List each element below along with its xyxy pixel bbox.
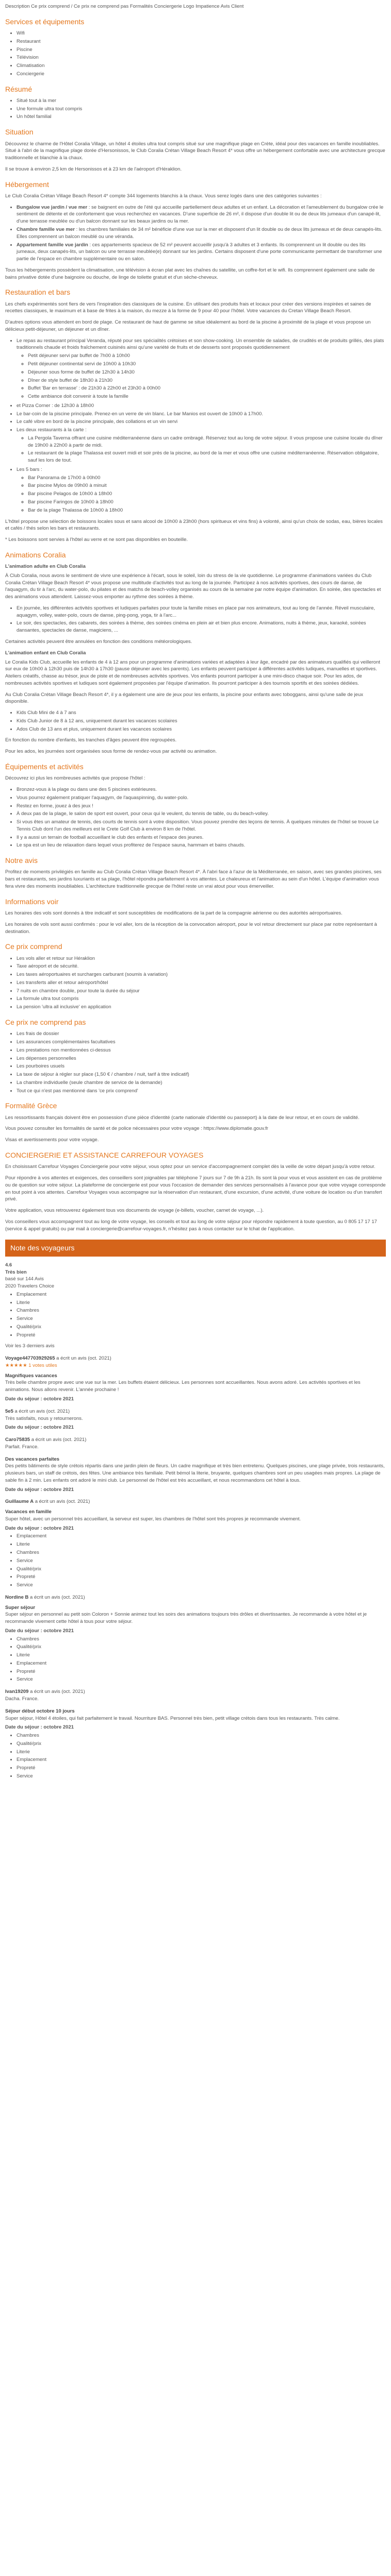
meal-time: ◦ Petit déjeuner servi par buffet de 7h00 à 10h00 xyxy=(28,352,386,360)
included-item: • La formule ultra tout compris xyxy=(17,995,386,1003)
review-meta: a écrit un avis (oct. 2021) xyxy=(35,1499,90,1505)
rating-criterion: • Service xyxy=(17,1582,386,1589)
animation-item: • En journée, les différentes activités sportives et ludiques parfaites pour toute la famille mises en place par nos animateurs, tout au long de l'année. Réveil musculaire, aquagym, volley, water-polo, cours de danse, ping-pong, yoga, tir à l'arc... xyxy=(17,605,386,619)
rating-criterion: • Emplacement xyxy=(17,1660,386,1667)
review-meta: a écrit un avis (oct. 2021) xyxy=(30,1594,85,1600)
review-date: Date du séjour : octobre 2021 xyxy=(5,1425,74,1431)
restaurant-item xyxy=(17,466,386,514)
review-title: Vacances en famille xyxy=(5,1509,52,1515)
reviews-summary xyxy=(5,1262,386,1350)
hebergement-equipment: Tous les hébergements possèdent la climatisation, une télévision à écran plat avec les chaînes du satellite, un coffre-fort et le wifi. Ils comprennent également une salle de bains privative dotée d'une baignoire ou douche, de linge de toilette gratuit et d'un sèche-cheveux. xyxy=(5,267,375,280)
formalites-heading: Formalité Grèce xyxy=(5,1101,57,1110)
included-item: • 7 nuits en chambre double, pour toute la durée du séjour xyxy=(17,988,386,995)
situation-text: Il se trouve à environ 2,5 km de Hersonissos et à 23 km de l'aéroport d'Héraklion. xyxy=(5,166,182,172)
informations-heading: Informations voir xyxy=(5,897,59,906)
kids-club-list xyxy=(5,709,386,733)
review-author: Voyage447703929265 xyxy=(5,1355,55,1362)
restauration-list xyxy=(5,337,386,514)
excluded-item: • Les pourboires usuels xyxy=(17,1063,386,1070)
room-type-name: Appartement famille vue jardin xyxy=(17,242,88,248)
review-stars: ★★★★★ 1 votes utiles xyxy=(5,1362,57,1368)
room-type-item xyxy=(17,204,386,225)
conciergerie-text: Votre application, vous retrouverez également tous vos documents de voyage (e-billets, voucher, carnet de voyage, ...). xyxy=(5,1208,264,1214)
review-author: 5e5 xyxy=(5,1408,13,1414)
equipement-item: • Si vous êtes un amateur de tennis, des courts de tennis sont à votre disposition. Vous pouvez prendre des leçons de tennis. À quelques minutes de l'hôtel se trouve Le Tennis Club dont l'un des meilleurs est le Crete Golf Club à environ 8 km de l'hôtel. xyxy=(17,819,386,833)
review-body: Très belle chambre propre avec une vue sur la mer. Les buffets étaient délicieux. Les personnes sont accueillantes. Nous avons adoré. Les activités sportives et les animations. Nous allons revenir. L'année prochaine ! xyxy=(5,1380,361,1393)
review-score-label: Très bien xyxy=(5,1269,27,1275)
services-heading: Services et équipements xyxy=(5,17,85,26)
review-source: 2020 Travelers Choice xyxy=(5,1283,55,1290)
services-list xyxy=(5,30,386,78)
review-header xyxy=(5,1688,386,1696)
meal-time: ◦ Cette ambiance doit convenir à toute la famille xyxy=(28,393,386,400)
kids-club-item: • Kids Club Mini de 4 à 7 ans xyxy=(17,709,386,717)
review-header xyxy=(5,1436,386,1444)
resume-item: • Un hôtel familial xyxy=(17,113,386,121)
room-type-name: Bungalow vue jardin / vue mer xyxy=(17,204,88,210)
rating-criterion: • Emplacement xyxy=(17,1756,386,1764)
meal-time: ◦ Déjeuner sous forme de buffet de 12h30 à 14h30 xyxy=(28,369,386,376)
tab-strip[interactable]: Description Ce prix comprend / Ce prix ne comprend pas Formalités Conciergerie Logo Impatience Avis Client xyxy=(5,4,244,9)
equipements-list xyxy=(5,786,386,849)
review-meta: a écrit un avis (oct. 2021) xyxy=(56,1355,111,1362)
review-card xyxy=(5,1498,386,1588)
included-item: • Les transferts aller et retour aéroport/hôtel xyxy=(17,979,386,987)
animations-heading: Animations Coralia xyxy=(5,550,66,559)
rating-criterion: • Qualité/prix xyxy=(17,1324,386,1331)
review-card xyxy=(5,1594,386,1683)
rating-criterion: • Service xyxy=(17,1315,386,1323)
rating-criteria-list xyxy=(5,1291,386,1339)
a-la-carte-list xyxy=(17,435,386,464)
notre-avis-heading: Notre avis xyxy=(5,856,38,865)
animation-adult-subheading: L'animation adulte en Club Coralia xyxy=(5,564,86,570)
review-body: Des petits bâtiments de style crétois répartis dans une jardin plein de fleurs. Un cadre magnifique et très bien entretenu. Quelques piscines, une plage privée, trois restaurants, plusieurs bars, un staff de crétois, des fêtes. Une ambiance très familiale. Petit bémol la literie, bruyante, quelques chambres sont un peu usagées mais propres. La plage de sable fin à 2 min. Les enfants ont adoré le mini club. Le personnel de l'hôtel est très accueillant, et nous recommandons cet hôtel à tous. xyxy=(5,1463,385,1483)
formalites-text: Les ressortissants français doivent être en possession d'une pièce d'identité (carte nationale d'identité ou passeport) à la date de leur retour, et en cours de validité. xyxy=(5,1114,360,1121)
review-card xyxy=(5,1355,386,1403)
rating-criterion: • Chambres xyxy=(17,1549,386,1556)
review-date: Date du séjour : octobre 2021 xyxy=(5,1486,74,1493)
review-header xyxy=(5,1594,386,1601)
review-body: Parfait. France. xyxy=(5,1444,39,1450)
animation-text: Le Coralia Kids Club, accueille les enfants de 4 à 12 ans pour un programme d'animations variées et adaptées à leur âge, encadré par des animateurs qualifiés qui veilleront sur eux de 10h00 à 12h30 puis de 14h30 à 17h30 (pause déjeuner avec les parents). Les enfants peuvent participer à différentes activités ludiques, manuelles et sportives. Ateliers créatifs, chasse au trésor, jeux de piste et de nombreuses activités sportives. Vos enfants pourront participer à une mini-disco chaque soir. Pour les ados, de nombreuses activités sportives et ludiques sont également proposées par l'équipe d'animation. Ils pourront participer à des tournois sportifs et des soirées dédiées. xyxy=(5,659,380,686)
restaurant-desc: Le repas au restaurant principal Veranda, réputé pour ses spécialités crétoises et son show-cooking. Un ensemble de salades, de crudités et de produits grillés, des plats traditionnels chaude et froids fraîchement cuisinés ainsi qu'une variété de fruits et de desserts sont proposés quotidiennement xyxy=(17,337,384,351)
rating-criterion: • Emplacement xyxy=(17,1533,386,1540)
animation-item: • Le soir, des spectacles, des cabarets, des soirées à thème, des soirées cinéma en plein air et bien plus encore. Animations, nuits à thème, jeux, karaoké, soirées dansantes, spectacles de danse, magiciens, ... xyxy=(17,620,386,634)
review-location: Dacha. France. xyxy=(5,1696,39,1702)
informations-text: Les horaires des vols sont donnés à titre indicatif et sont susceptibles de modifications de la part de la compagnie aérienne ou des autorités aéroportuaires. xyxy=(5,910,343,917)
review-count: basé sur 144 Avis xyxy=(5,1276,44,1282)
rating-criterion: • Literie xyxy=(17,1299,386,1307)
hebergement-list xyxy=(5,204,386,263)
animation-text: Pour les ados, les journées sont organisées sous forme de rendez-vous par activité ou animation. xyxy=(5,749,217,755)
review-header xyxy=(5,1408,386,1415)
bar-item: ◦ Bar de la plage Thalassa de 10h00 à 18h00 xyxy=(28,507,386,514)
conciergerie-text: Pour répondre à vos attentes et exigences, des conseillers sont joignables par téléphone 7 jours sur 7 de 9h à 21h. Ils sont là pour vous et vous assistent en cas de problème ou de question sur votre séjour. La plateforme de conciergerie est pour vous l'occasion de demander des services personnalisés à l'avance pour que votre voyage corresponde en tout point à vos attentes. Carrefour Voyages vous accompagne sur la réservation d'un restaurant, d'une excursion, d'une activité, d'une voiture de location ou d'un transfert privé. xyxy=(5,1175,386,1202)
rating-criterion: • Propreté xyxy=(17,1332,386,1339)
rating-criterion: • Service xyxy=(17,1773,386,1780)
animation-list xyxy=(5,605,386,634)
conciergerie-heading: CONCIERGERIE ET ASSISTANCE CARREFOUR VOYAGES xyxy=(5,1151,204,1160)
hebergement-intro: Le Club Coralia Crétan Village Beach Resort 4* compte 344 logements blanchis à la chaux. Vous serez logés dans une des catégories suivantes : xyxy=(5,193,322,199)
situation-heading: Situation xyxy=(5,128,34,137)
resume-item: • Une formule ultra tout compris xyxy=(17,106,386,113)
bars-list xyxy=(17,474,386,514)
ce-prix-ne-comprend-pas-list xyxy=(5,1030,386,1094)
animation-text: Au Club Coralia Crétan Village Beach Resort 4*, il y a également une aire de jeux pour les enfants, la piscine pour enfants avec toboggans, ainsi qu'une salle de jeux disponible. xyxy=(5,691,363,705)
bar-item: ◦ Bar piscine Pelagos de 10h00 à 18h00 xyxy=(28,490,386,498)
see-latest-reviews-link[interactable]: Voir les 3 derniers avis xyxy=(5,1343,55,1349)
rating-criterion: • Literie xyxy=(17,1749,386,1756)
rating-criterion: • Propreté xyxy=(17,1765,386,1772)
a-la-carte-item: ◦ La Pergola Taverna offrant une cuisine méditerranéenne dans un cadre ombragé. Réservez tout au long de votre séjour. Il vous propose une cuisine locale du dîner de 19h00 à 22h00 à partir de midi. xyxy=(28,435,386,449)
ce-prix-comprend-list xyxy=(5,955,386,1011)
included-item: • Les vols aller et retour sur Héraklion xyxy=(17,955,386,962)
included-item: • Taxe aéroport et de sécurité. xyxy=(17,963,386,970)
rating-criterion: • Propreté xyxy=(17,1668,386,1675)
review-meta: a écrit un avis (oct. 2021) xyxy=(31,1437,87,1443)
hebergement-heading: Hébergement xyxy=(5,180,49,189)
review-body: Super séjour, Hôtel 4 étoiles, qui fait parfaitement le travail. Nourriture BAS. Personnel très bien, petit village crétois dans tous les restaurants. Très calme. xyxy=(5,1715,340,1721)
equipement-item: • Il y a aussi un terrain de football accueillant le club des enfants et l'espace des jeunes. xyxy=(17,834,386,841)
restauration-heading: Restauration et bars xyxy=(5,288,71,297)
excluded-item: • La chambre individuelle (seule chambre de service de la demande) xyxy=(17,1079,386,1087)
review-author: Guillaume A xyxy=(5,1499,34,1505)
conciergerie-text: Vos conseillers vous accompagnent tout au long de votre voyage, les conseils et tout au long de votre séjour pour répondre rapidement à toute question, au 0 805 17 17 17 (service & appel gratuits) ou par mail à conciergerie@carrefour-voyages.fr, n'hésitez pas à nous contacter sur le tchat de l'application. xyxy=(5,1218,377,1232)
equipement-item: • Vous pourrez également pratiquer l'aquagym, de l'aquaspinning, du water-polo. xyxy=(17,794,386,802)
reviews-banner: Note des voyageurs xyxy=(5,1240,386,1256)
equipements-intro: Découvrez ici plus les nombreuses activités que propose l'hôtel : xyxy=(5,775,145,782)
meal-time: ◦ Buffet 'Bar en terrasse' : de 21h30 à 22h00 et 23h30 à 00h00 xyxy=(28,385,386,392)
service-item: • Piscine xyxy=(17,46,386,54)
room-type-desc: : ces appartements spacieux de 52 m² peuvent accueillir jusqu'à 3 adultes et 3 enfants. Ils comprennent un lit double ou des lits jumeaux, deux canapés-lits, un balcon ou une terrasse meublée(e) donnant sur les jardins. Certains disposent d'une porte communicante permettant de transformer une partie de l'espace en chambre supplémentaire ou en salon. xyxy=(17,242,382,262)
animation-text: En fonction du nombre d'enfants, les tranches d'âges peuvent être regroupées. xyxy=(5,737,177,743)
rating-criteria-list xyxy=(5,1636,386,1684)
review-author: Nordine B xyxy=(5,1594,29,1600)
rating-criterion: • Service xyxy=(17,1557,386,1565)
review-date: Date du séjour : octobre 2021 xyxy=(5,1628,74,1634)
rating-criterion: • Emplacement xyxy=(17,1291,386,1298)
included-item: • Les taxes aéroportuaires et surcharges carburant (soumis à variation) xyxy=(17,971,386,978)
review-date: Date du séjour : octobre 2021 xyxy=(5,1396,74,1402)
excluded-item: • Les prestations non mentionnées ci-dessus xyxy=(17,1047,386,1054)
review-date: Date du séjour : octobre 2021 xyxy=(5,1724,74,1731)
restauration-note: * Les boissons sont servies à l'hôtel au verre et ne sont pas disponibles en bouteille. xyxy=(5,537,188,543)
review-card xyxy=(5,1688,386,1703)
restauration-drinks: L'hôtel propose une sélection de boissons locales sous et sans alcool de 10h00 à 23h00 (hors spiritueux et vins fins) à volonté, ainsi qu'un choix de sodas, eau, bières locales et cafés / thés selon les bars et restaurants. xyxy=(5,518,383,532)
excluded-item: • Tout ce qui n'est pas mentionné dans 'ce prix comprend' xyxy=(17,1088,386,1095)
review-title: Magnifiques vacances xyxy=(5,1372,57,1379)
equipements-heading: Équipements et activités xyxy=(5,762,84,771)
review-card xyxy=(5,1708,386,1780)
service-item: • Restaurant xyxy=(17,38,386,45)
resume-list xyxy=(5,97,386,121)
review-card xyxy=(5,1408,386,1431)
excluded-item: • La taxe de séjour à régler sur place (1,50 € / chambre / nuit, tarif à titre indicatif) xyxy=(17,1071,386,1078)
review-meta: a écrit un avis (oct. 2021) xyxy=(30,1689,85,1695)
conciergerie-text: En choisissant Carrefour Voyages Conciergerie pour votre séjour, vous optez pour un service d'accompagnement complet dès la veille de votre départ jusqu'à votre retour. xyxy=(5,1164,376,1170)
restaurant-item xyxy=(17,337,386,400)
rating-criterion: • Chambres xyxy=(17,1636,386,1643)
restaurant-item: • et Pizza Corner : de 12h30 à 18h00 xyxy=(17,402,386,410)
excluded-item: • Les dépenses personnelles xyxy=(17,1055,386,1062)
room-type-desc: : se baignent en outre de l'été qui accueille partiellement deux adultes et un enfant. La décoration et l'ameublement du bungalow crée le sentiment de détente et de confortement que vous recherchez en vacances. D'une superficie de 26 m², il dispose d'un double lit ou de deux lits jumeaux d'un canapé-lit, d'une terrasse meublée ou d'un balcon donnant sur les beaux jardins ou la mer. xyxy=(17,204,384,225)
rating-criterion: • Propreté xyxy=(17,1573,386,1581)
a-la-carte-item: ◦ Le restaurant de la plage Thalassa est ouvert midi et soir près de la piscine, au bord de la mer et vous offre une cuisine méditerranéenne. Réservation obligatoire, sauf les lors de tout. xyxy=(28,450,386,464)
bar-item: ◦ Bar piscine Mylos de 09h00 à minuit xyxy=(28,482,386,489)
review-header xyxy=(5,1498,386,1505)
review-author: Caro75835 xyxy=(5,1437,30,1443)
review-title: Des vacances parfaites xyxy=(5,1456,60,1462)
notre-avis-text: Profitez de moments privilégiés en famille au Club Coralia Crétan Village Beach Resort 4*. À l'abri face à l'azur de la Méditerranée, en saison, avec ses grandes piscines, ses bars et restaurants, ses jardins luxuriants et sa plage, l'hôtel répondra parfaitement à vos attentes. Le chaleureux et l'animation au sein d'un hôtel. L'équipe d'animation vous fera vivre des moments inoubliables. L'architecture traditionnelle grecque de l'hôtel reste un vrai atout pour vous émerveiller. xyxy=(5,869,382,889)
rating-criteria-list xyxy=(5,1533,386,1588)
rating-criterion: • Literie xyxy=(17,1652,386,1659)
review-title: Super séjour xyxy=(5,1604,36,1611)
ce-prix-comprend-heading: Ce prix comprend xyxy=(5,942,62,951)
bar-item: ◦ Bar piscine Faringos de 10h00 à 18h00 xyxy=(28,499,386,506)
included-item: • La pension 'ultra all inclusive' en application xyxy=(17,1004,386,1011)
meal-times-list xyxy=(17,352,386,400)
rating-criterion: • Service xyxy=(17,1676,386,1683)
equipement-item: • Le spa est un lieu de relaxation dans lequel vous profiterez de l'espace sauna, hammam et bains chauds. xyxy=(17,842,386,849)
rating-criterion: • Literie xyxy=(17,1541,386,1548)
formalites-text: Visas et avertissements pour votre voyage. xyxy=(5,1137,99,1143)
equipement-item: • À deux pas de la plage, le salon de sport est ouvert, pour ceux qui le veulent, du tennis de table, ou du beach-volley. xyxy=(17,810,386,818)
room-type-name: Chambre famille vue mer xyxy=(17,226,75,232)
meal-time: ◦ Dîner de style buffet de 18h30 à 21h30 xyxy=(28,377,386,384)
informations-text: Les horaires de vols sont aussi confirmés : pour le vol aller, lors de la réception de la convocation aéroport, pour le vol retour directement sur place par notre représentant à destination. xyxy=(5,921,377,935)
review-date: Date du séjour : octobre 2021 xyxy=(5,1525,74,1531)
service-item: • Télévision xyxy=(17,54,386,61)
room-type-desc: : les chambres familiales de 34 m² bénéficie d'une vue sur la mer et disposent d'un lit double ou de deux lits jumeaux et de deux canapés-lits. Elles comprennent un balcon meublé ou une véranda. xyxy=(17,226,383,240)
room-type-item xyxy=(17,242,386,263)
equipement-item: • Bronzez-vous à la plage ou dans une des 5 piscines extérieures. xyxy=(17,786,386,793)
rating-criterion: • Qualité/prix xyxy=(17,1566,386,1573)
excluded-item: • Les assurances complémentaires facultatives xyxy=(17,1039,386,1046)
review-author: Ivan19209 xyxy=(5,1689,29,1695)
ce-prix-ne-comprend-pas-heading: Ce prix ne comprend pas xyxy=(5,1018,86,1026)
kids-club-item: • Ados Club de 13 ans et plus, uniquement durant les vacances scolaires xyxy=(17,726,386,733)
bar-item: ◦ Bar Panorama de 17h00 à 00h00 xyxy=(28,474,386,482)
resume-heading: Résumé xyxy=(5,84,32,93)
review-meta: a écrit un avis (oct. 2021) xyxy=(14,1408,70,1414)
review-body: Super séjour en personnel au petit soin Coloron + Sonnie animez tout les soirs des animations toujours très drôles et divertissantes. Je recommande à votre hôtel et je recommande vivement cette hôtel à tous pour votre séjour. xyxy=(5,1612,367,1625)
room-type-item xyxy=(17,226,386,241)
rating-criterion: • Qualité/prix xyxy=(17,1643,386,1651)
equipement-item: • Restez en forme, jouez à des jeux ! xyxy=(17,803,386,810)
review-card xyxy=(5,1456,386,1494)
restaurant-item xyxy=(17,427,386,464)
rating-criteria-list xyxy=(5,1732,386,1780)
animation-text: À Club Coralia, nous avons le sentiment de vivre une expérience à l'écart, sous le soleil, loin du stress de la vie quotidienne. Le programme d'animations variées du Club Coralia Crétan Village Beach Resort 4* vous propose une multitude d'activités tout au long de la journée. Participez à nos activités sportives, des cours de danse, de l'aquagym, du tir à l'arc, du water-polo, du pilates et des matchs de beach-volley organisés au cours de la semaine par notre équipe d'animation. En soirée, des spectacles et des animations vous attendent. Laissez-vous emporter au rythme des soirées à thème. xyxy=(5,572,381,600)
review-body: Super hôtel, avec un personnel très accueillant, la serveur est super, les chambres de l'hôtel sont très propres je recommande vivement. xyxy=(5,1516,301,1522)
service-item: • Wifi xyxy=(17,30,386,37)
review-body: Très satisfaits, nous y retournerons. xyxy=(5,1415,83,1421)
service-item: • Climatisation xyxy=(17,62,386,70)
restauration-text: Les chefs expérimentés sont fiers de vers l'inspiration des classiques de la cuisine. En utilisant des produits frais et locaux pour créer des versions inspirées et saines de recettes classiques, le maximum et à base de frites à la maison, du mezze à la forme de 9 pour 40 pour l'hôtel. Votre vacances du Cretan Village Beach Resort. xyxy=(5,301,371,314)
situation-text: Découvrez le charme de l'Hôtel Coralia Village, un hôtel 4 étoiles ultra tout compris situé sur une magnifique plage en Crète, idéal pour des vacances en famille inoubliables. Situé à l'abri de la magnifique plage dorée d'Hersonissos, le Club Coralia Crétan Village Beach Resort 4* vous offre un hébergement confortable avec une architecture grecque traditionnelle et blanchie à la chaux. xyxy=(5,141,385,161)
restauration-text: D'autres options vous attendent en bord de plage. Ce restaurant de haut de gamme se situe idéalement au bord de la piscine à proximité de la plage et vous propose un délicieux petit-déjeuner, un déjeuner et un dîner. xyxy=(5,319,371,332)
excluded-item: • Les frais de dossier xyxy=(17,1030,386,1038)
review-header xyxy=(5,1355,386,1362)
review-card xyxy=(5,1436,386,1451)
animation-kids-subheading: L'animation enfant en Club Coralia xyxy=(5,650,86,656)
meal-time: ◦ Petit déjeuner continental servi de 10h00 à 10h30 xyxy=(28,361,386,368)
rating-criterion: • Chambres xyxy=(17,1307,386,1314)
formalites-text[interactable]: Vous pouvez consulter les formalités de santé et de police nécessaires pour votre voyage : https://www.diplomatie.gouv.fr xyxy=(5,1126,268,1132)
review-score: 4.6 xyxy=(5,1262,12,1268)
rating-criterion: • Qualité/prix xyxy=(17,1740,386,1748)
restaurant-item: • Le bar-coin de la piscine principale. Prenez-en un verre de vin blanc. Le bar Manios est ouvert de 10h00 à 17h00. xyxy=(17,411,386,418)
service-item: • Conciergerie xyxy=(17,71,386,78)
animation-text: Certaines activités peuvent être annulées en fonction des conditions météorologiques. xyxy=(5,639,192,645)
review-title: Séjour début octobre 10 jours xyxy=(5,1708,75,1714)
resume-item: • Situé tout à la mer xyxy=(17,97,386,105)
restaurant-item: • Le café vibre en bord de la piscine principale, des collations et un vin servi xyxy=(17,418,386,426)
rating-criterion: • Chambres xyxy=(17,1732,386,1739)
kids-club-item: • Kids Club Junior de 8 à 12 ans, uniquement durant les vacances scolaires xyxy=(17,718,386,725)
restaurant-desc: Les 5 bars : xyxy=(17,466,42,472)
restaurant-desc: Les deux restaurants à la carte : xyxy=(17,427,87,433)
